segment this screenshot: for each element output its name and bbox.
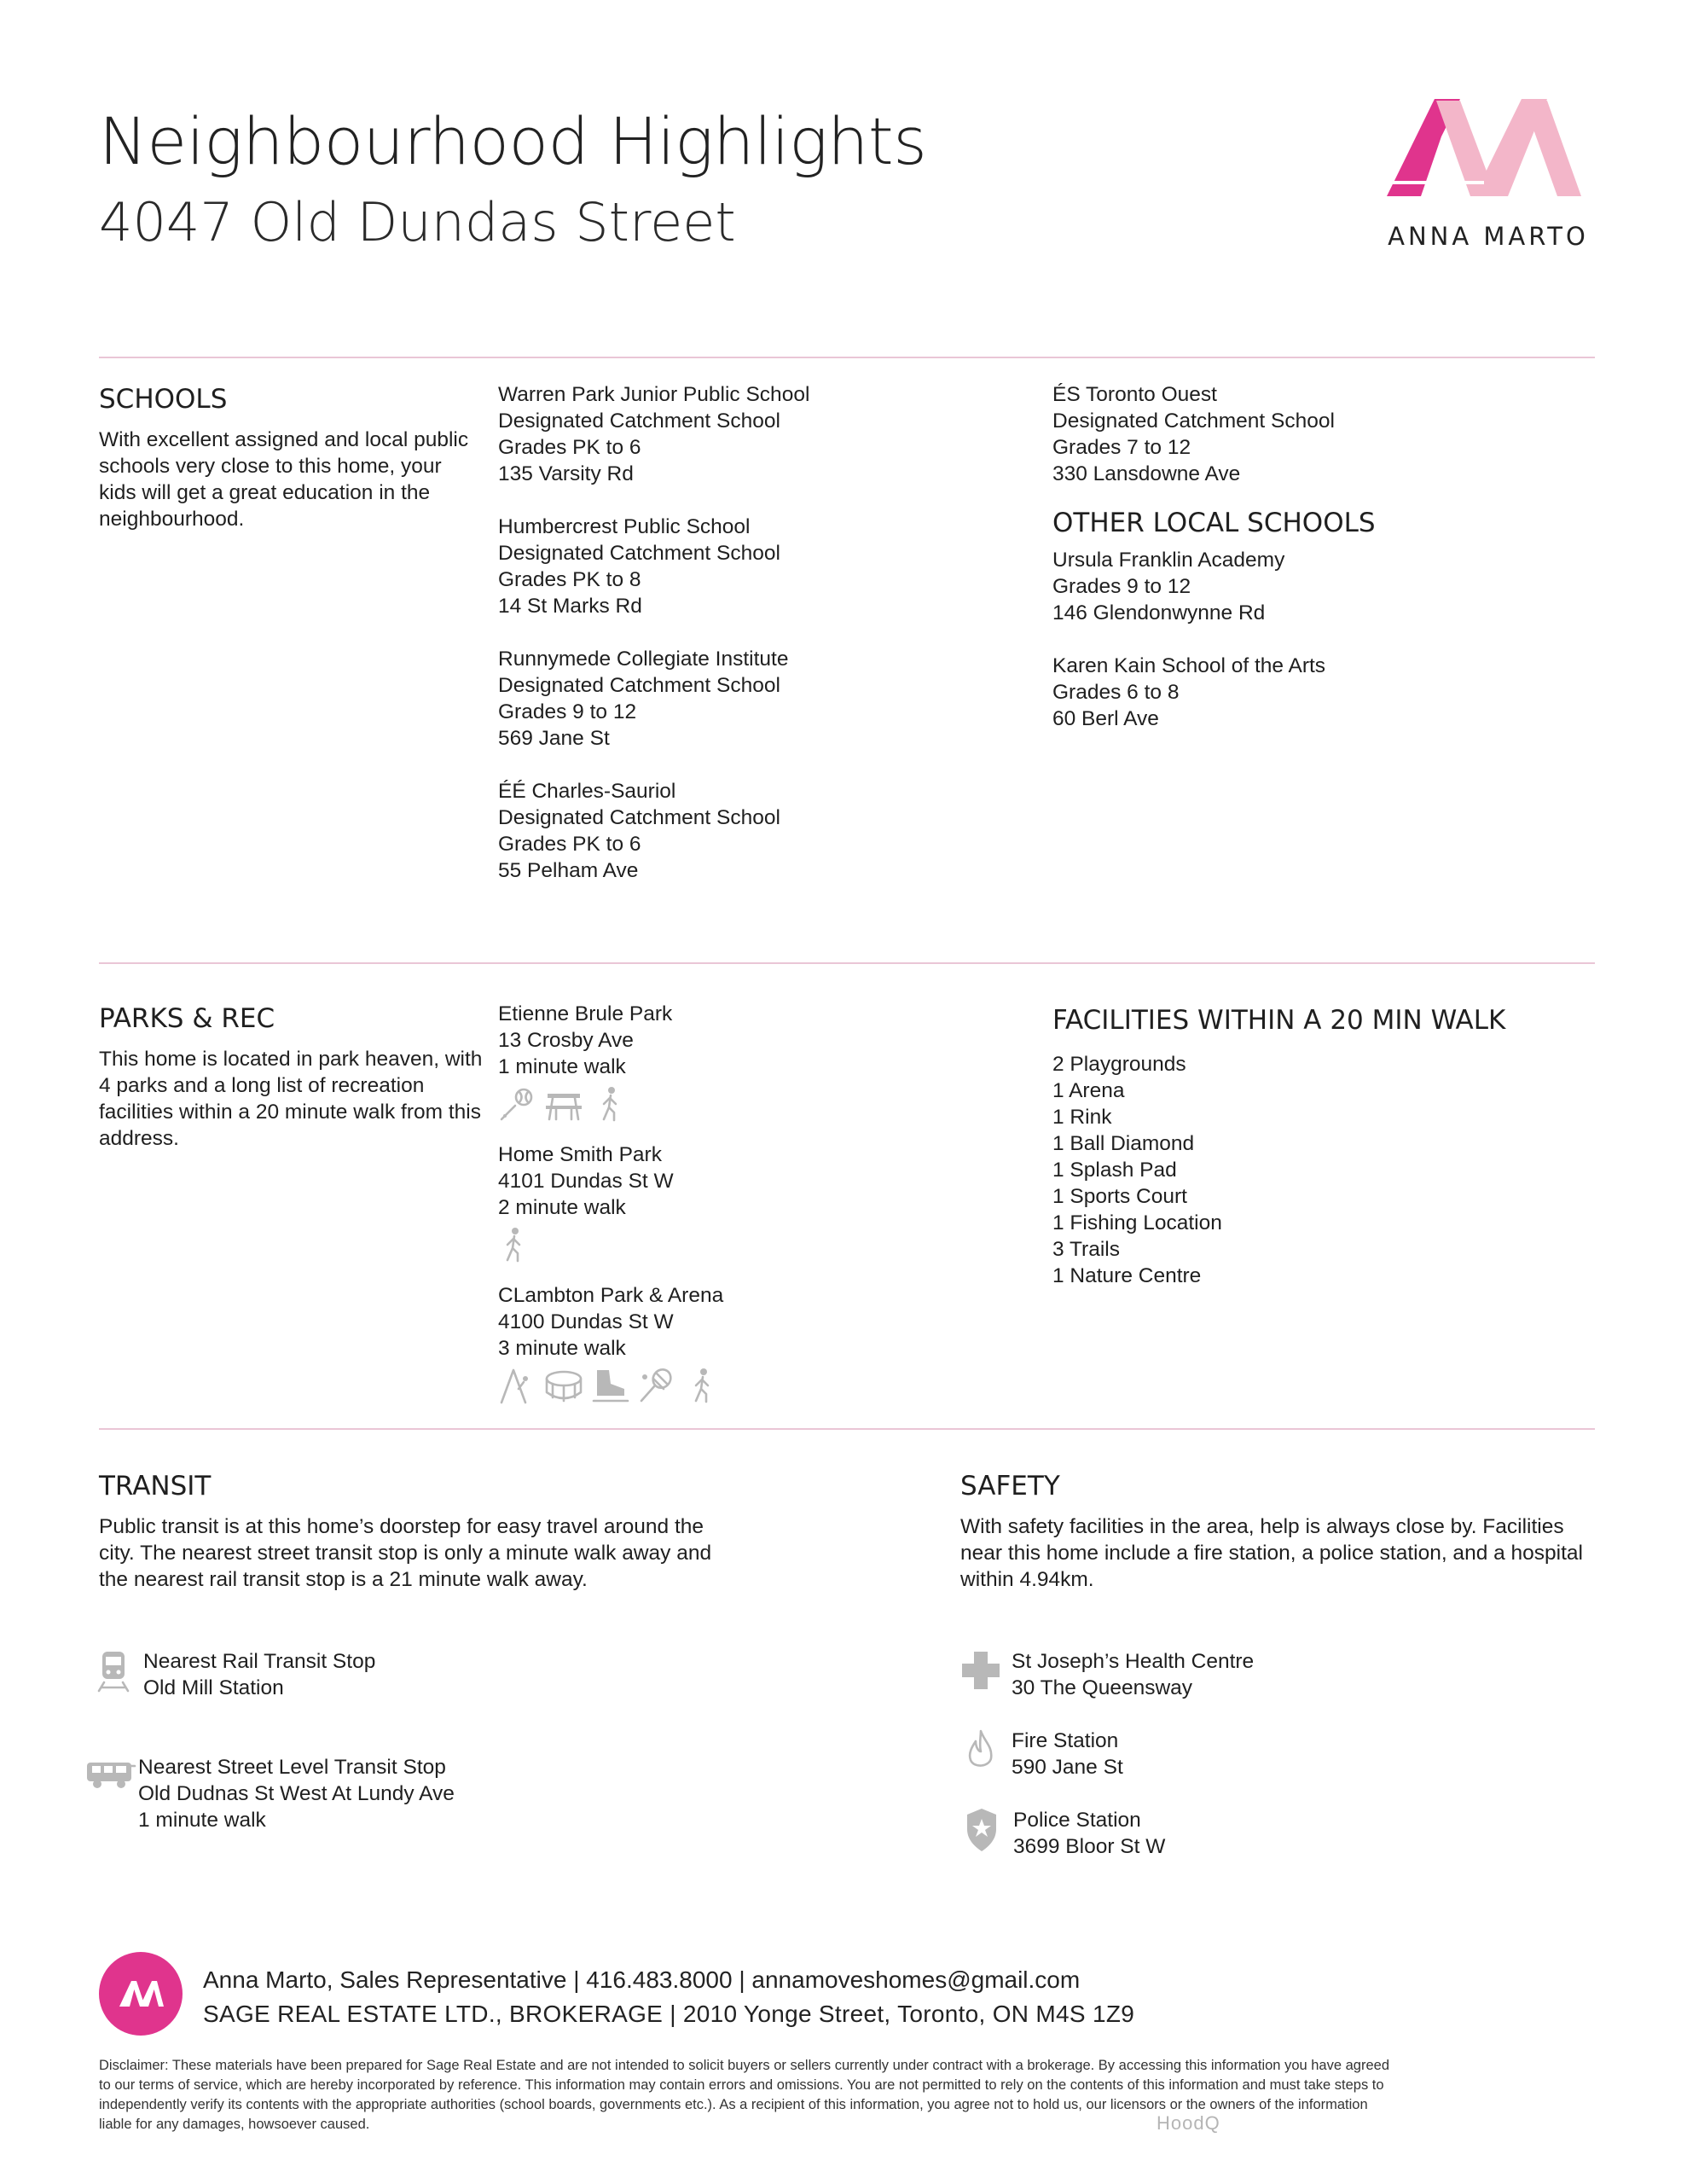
park-name: Etienne Brule Park xyxy=(498,1002,673,1025)
rail-transit-stop xyxy=(90,1648,375,1701)
brokerage-info: SAGE REAL ESTATE LTD., BROKERAGE | 2010 Yonge Street, Toronto, ON M4S 1Z9 xyxy=(203,2001,1135,2027)
school-name: Runnymede Collegiate Institute xyxy=(498,648,789,671)
brand-monogram-icon xyxy=(99,1952,183,2036)
school-grades: Grades 6 to 8 xyxy=(1052,681,1180,704)
schools-description: With excellent assigned and local public schools very close to this home, your kids will get a great education in the neighbourhood. xyxy=(99,428,469,531)
police-station-name: Police Station xyxy=(1013,1809,1141,1832)
flame-icon xyxy=(959,1728,1005,1774)
school-name: Karen Kain School of the Arts xyxy=(1052,654,1326,677)
police-station-entry xyxy=(959,1807,1165,1860)
parks-intro xyxy=(99,1002,483,1152)
park-amenity-icons xyxy=(498,1226,723,1263)
school-address: 569 Jane St xyxy=(498,727,610,750)
safety-heading: SAFETY xyxy=(960,1471,1060,1502)
hospital-cross-icon xyxy=(959,1648,1005,1694)
school-grades: Grades 7 to 12 xyxy=(1052,436,1191,459)
facilities-list xyxy=(1052,1051,1505,1289)
transit-stop-name: Old Dudnas St West At Lundy Ave xyxy=(138,1782,455,1805)
police-badge-icon xyxy=(959,1807,1005,1853)
school-grades: Grades 9 to 12 xyxy=(498,700,637,723)
school-grades: Grades 9 to 12 xyxy=(1052,575,1191,598)
park-entry xyxy=(498,1001,723,1123)
school-address: 60 Berl Ave xyxy=(1052,707,1159,730)
school-type: Designated Catchment School xyxy=(498,674,780,697)
list-item: 1 Splash Pad xyxy=(1052,1159,1177,1182)
school-type: Designated Catchment School xyxy=(498,806,780,829)
catchment-school-list xyxy=(498,381,809,910)
park-address: 4100 Dundas St W xyxy=(498,1310,674,1333)
safety-section xyxy=(960,1469,1609,1593)
bus-icon xyxy=(85,1754,136,1800)
park-walk-time: 3 minute walk xyxy=(498,1337,626,1360)
arena-icon xyxy=(544,1367,583,1404)
transit-heading: TRANSIT xyxy=(99,1471,212,1502)
list-item: 1 Arena xyxy=(1052,1079,1125,1102)
school-type: Designated Catchment School xyxy=(498,542,780,565)
catchment-school-list-right xyxy=(1052,381,1376,732)
school-entry xyxy=(1052,653,1376,732)
transit-stop-name: Old Mill Station xyxy=(143,1676,284,1699)
transit-description: Public transit is at this home’s doorstep for easy travel around the city. The nearest street transit stop is only a minute walk away and the nearest rail transit stop is a 21 minute walk away. xyxy=(99,1515,712,1591)
divider xyxy=(99,962,1595,964)
list-item: 1 Sports Court xyxy=(1052,1185,1187,1208)
park-amenity-icons xyxy=(498,1085,723,1123)
fire-station-entry xyxy=(959,1728,1123,1780)
transit-stop-label: Nearest Rail Transit Stop xyxy=(143,1650,376,1673)
hospital-entry xyxy=(959,1648,1254,1701)
trail-walker-icon xyxy=(498,1226,537,1263)
park-address: 4101 Dundas St W xyxy=(498,1170,674,1193)
agent-contact: Anna Marto, Sales Representative | 416.483.8000 | annamoveshomes@gmail.com xyxy=(203,1966,1081,1993)
fire-station-name: Fire Station xyxy=(1012,1729,1119,1752)
parks-heading: PARKS & REC xyxy=(99,1003,275,1034)
list-item: 3 Trails xyxy=(1052,1238,1120,1261)
footer-logo xyxy=(99,1952,183,2036)
school-address: 55 Pelham Ave xyxy=(498,859,639,882)
park-entry xyxy=(498,1141,723,1263)
divider xyxy=(99,1428,1595,1430)
other-schools-heading: OTHER LOCAL SCHOOLS xyxy=(1052,508,1376,538)
property-address: 4047 Old Dundas Street xyxy=(99,191,736,253)
transit-stop-label: Nearest Street Level Transit Stop xyxy=(138,1756,446,1779)
trail-walker-icon xyxy=(590,1085,629,1123)
divider xyxy=(99,357,1595,358)
school-name: ÉÉ Charles-Sauriol xyxy=(498,780,676,803)
park-entry xyxy=(498,1282,723,1404)
school-entry xyxy=(498,778,809,884)
playground-icon xyxy=(498,1367,537,1404)
transit-walk-time: 1 minute walk xyxy=(138,1809,266,1832)
school-entry xyxy=(1052,547,1376,626)
tennis-icon xyxy=(636,1367,675,1404)
school-address: 135 Varsity Rd xyxy=(498,462,634,485)
school-name: Warren Park Junior Public School xyxy=(498,383,810,406)
hospital-name: St Joseph’s Health Centre xyxy=(1012,1650,1255,1673)
train-icon xyxy=(90,1648,136,1694)
school-type: Designated Catchment School xyxy=(498,410,780,433)
schools-intro xyxy=(99,382,483,532)
page-title: Neighbourhood Highlights xyxy=(99,103,927,179)
list-item: 1 Ball Diamond xyxy=(1052,1132,1195,1155)
school-entry xyxy=(498,381,809,487)
school-entry xyxy=(1052,381,1376,487)
safety-description: With safety facilities in the area, help is always close by. Facilities near this home include a fire station, a police station, and a hospital within 4.94km. xyxy=(960,1515,1583,1591)
hospital-address: 30 The Queensway xyxy=(1012,1676,1193,1699)
police-station-address: 3699 Bloor St W xyxy=(1013,1835,1166,1858)
transit-section xyxy=(99,1469,730,1593)
school-address: 330 Lansdowne Ave xyxy=(1052,462,1241,485)
parks-description: This home is located in park heaven, with 4 parks and a long list of recreation facilities within a 20 minute walk from this address. xyxy=(99,1048,483,1150)
school-grades: Grades PK to 8 xyxy=(498,568,641,591)
skate-icon xyxy=(590,1367,629,1404)
list-item: 1 Rink xyxy=(1052,1106,1112,1129)
list-item: 1 Nature Centre xyxy=(1052,1264,1202,1287)
hoodq-watermark: HoodQ xyxy=(1157,2112,1220,2134)
school-address: 146 Glendonwynne Rd xyxy=(1052,601,1266,624)
park-walk-time: 2 minute walk xyxy=(498,1196,626,1219)
street-transit-stop xyxy=(85,1754,455,1833)
school-grades: Grades PK to 6 xyxy=(498,833,641,856)
disclaimer: Disclaimer: These materials have been prepared for Sage Real Estate and are not intended to solicit buyers or sellers currently under contract with a brokerage. By accessing this information you have agreed to our terms of service, which are hereby incorporated by reference. This information may contain errors and omissions. You are not permitted to rely on the contents of this information and must take steps to independently verify its contents with the appropriate authorities (school boards, governments etc.). As a recipient of this information, you agree not to hold us, our licensors or the owners of the information liable for any damages, howsoever caused. xyxy=(99,2058,1389,2132)
school-name: ÉS Toronto Ouest xyxy=(1052,383,1217,406)
trail-walker-icon xyxy=(682,1367,722,1404)
park-list xyxy=(498,1001,723,1404)
school-name: Humbercrest Public School xyxy=(498,515,751,538)
park-name: Home Smith Park xyxy=(498,1143,662,1166)
facilities-heading: FACILITIES WITHIN A 20 MIN WALK xyxy=(1052,1005,1506,1036)
fire-station-address: 590 Jane St xyxy=(1012,1756,1123,1779)
school-entry xyxy=(498,514,809,619)
school-type: Designated Catchment School xyxy=(1052,410,1335,433)
list-item: 2 Playgrounds xyxy=(1052,1053,1186,1076)
park-address: 13 Crosby Ave xyxy=(498,1029,634,1052)
schools-heading: SCHOOLS xyxy=(99,384,228,415)
brand-name: ANNA MARTO xyxy=(1388,222,1589,251)
facilities-section xyxy=(1052,1003,1505,1289)
list-item: 1 Fishing Location xyxy=(1052,1211,1222,1234)
school-grades: Grades PK to 6 xyxy=(498,436,641,459)
park-name: CLambton Park & Arena xyxy=(498,1284,724,1307)
brand-monogram-icon xyxy=(1382,96,1595,206)
park-walk-time: 1 minute walk xyxy=(498,1055,626,1078)
brand-logo xyxy=(1382,96,1595,258)
school-address: 14 St Marks Rd xyxy=(498,595,642,618)
baseball-icon xyxy=(498,1085,537,1123)
school-name: Ursula Franklin Academy xyxy=(1052,549,1285,572)
picnic-table-icon xyxy=(544,1085,583,1123)
school-entry xyxy=(498,646,809,752)
park-amenity-icons xyxy=(498,1367,723,1404)
